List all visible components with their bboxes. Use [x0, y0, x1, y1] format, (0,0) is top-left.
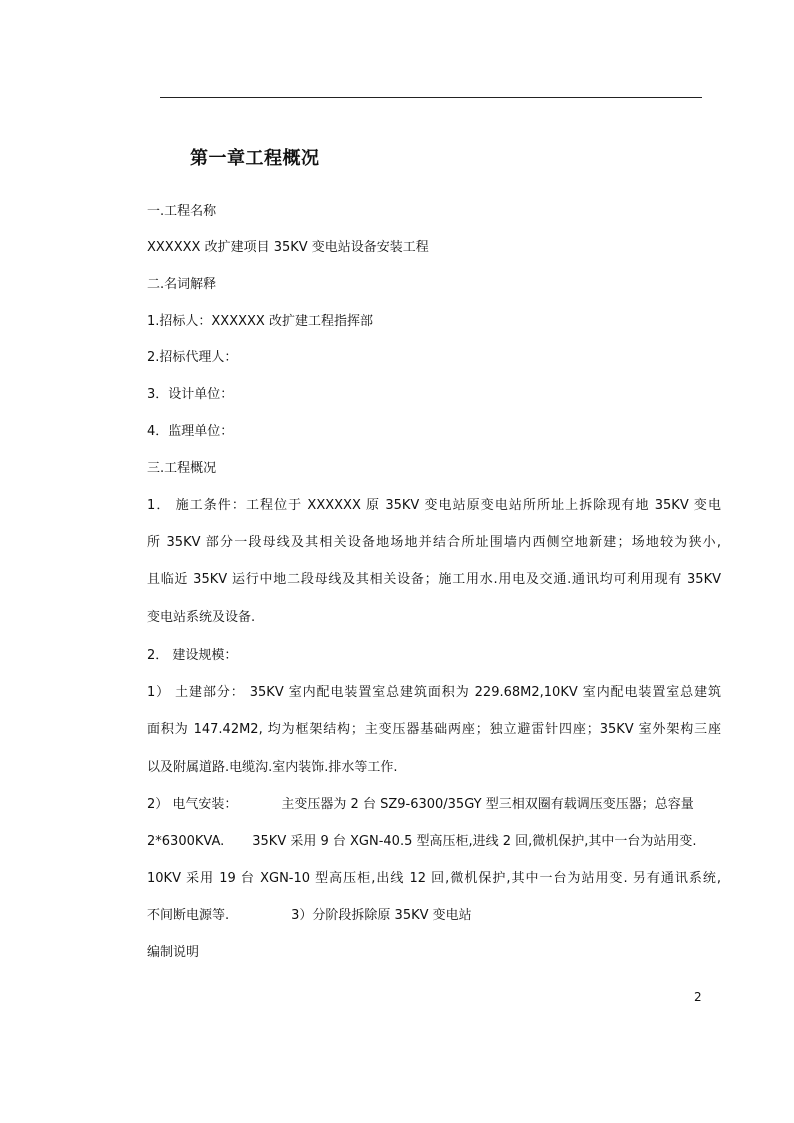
header-rule: [160, 97, 702, 98]
paragraph-line: 1． 施工条件：工程位于 XXXXXX 原 35KV 变电站原变电站所所址上拆除现有地 35KV 变电: [147, 498, 721, 513]
paragraph: XXXXXX 改扩建项目 35KV 变电站设备安装工程: [147, 240, 429, 255]
list-item: 1.招标人：XXXXXX 改扩建工程指挥部: [147, 314, 373, 329]
paragraph-line: 1） 土建部分： 35KV 室内配电装置室总建筑面积为 229.68M2,10KV 室内配电装置室总建筑: [147, 685, 721, 700]
section-heading: 二.名词解释: [147, 277, 217, 292]
paragraph-line: [147, 797, 694, 813]
paragraph-segment: 35KV 采用 9 台 XGN-40.5 型高压柜,进线 2 回,微机保护,其中一台为站用变.: [252, 834, 697, 849]
paragraph-segment: 3）分阶段拆除原 35KV 变电站: [291, 908, 472, 923]
paragraph-line: 面积为 147.42M2, 均为框架结构；主变压器基础两座；独立避雷针四座；35KV 室外架构三座: [147, 722, 721, 737]
paragraph: 编制说明: [147, 945, 200, 960]
list-item: 2． 建设规模：: [147, 648, 238, 663]
list-item: 2.招标代理人：: [147, 350, 238, 365]
section-heading: 一.工程名称: [147, 204, 217, 219]
paragraph-segment: 不间断电源等.: [147, 908, 230, 923]
paragraph-segment: 2*6300KVA.: [147, 834, 225, 849]
paragraph-segment: 主变压器为 2 台 SZ9-6300/35GY 型三相双圈有载调压变压器；总容量: [281, 797, 694, 812]
paragraph-segment: 2） 电气安装：: [147, 797, 238, 812]
page-number: 2: [694, 990, 702, 1004]
paragraph-line: [147, 908, 472, 924]
paragraph-line: 所 35KV 部分一段母线及其相关设备地场地并结合所址围墙内西侧空地新建；场地较为狭小,: [147, 535, 721, 550]
list-item: 3．设计单位：: [147, 387, 234, 402]
chapter-title: 第一章工程概况: [190, 148, 320, 169]
paragraph-line: 且临近 35KV 运行中地二段母线及其相关设备；施工用水.用电及交通.通讯均可利用现有 35KV: [147, 572, 721, 587]
list-item: 4．监理单位：: [147, 424, 234, 439]
paragraph-line: 以及附属道路.电缆沟.室内装饰.排水等工作.: [147, 760, 398, 775]
section-heading: 三.工程概况: [147, 461, 217, 476]
paragraph-line: 变电站系统及设备.: [147, 610, 256, 625]
paragraph-line: [147, 834, 697, 850]
paragraph-line: 10KV 采用 19 台 XGN-10 型高压柜,出线 12 回,微机保护,其中一台为站用变. 另有通讯系统,: [147, 871, 721, 886]
